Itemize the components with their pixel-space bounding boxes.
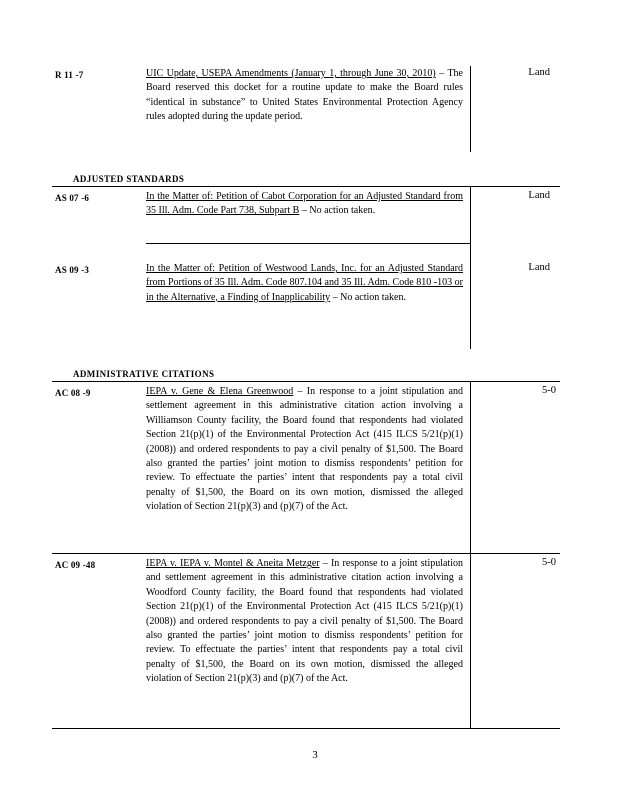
- docket-body: – In response to a joint stipulation and settlement agreement in this administrative citation action involving a Williamson County facility, the Board found that respondents had violated Section 21(p)(1) of the Environmental Protection Act (415 ILCS 5/21(p)(1) (2008)) and ordered respondents to pay a civil penalty of $1,500. The Board also granted the parties’ joint motion to dismiss respondents’ petition for review. To effectuate the parties’ intent that respondents pay a total civil penalty of $1,500, the Board on its own motion, dismissed the alleged violation of Section 21(p)(3) and (p)(7) of the Act.: [146, 386, 463, 513]
- docket-id: AS 09 -3: [55, 265, 90, 275]
- docket-title: In the Matter of: Petition of Cabot Corporation for an Adjusted Standard from 35 Ill. Adm. Code Part 738, Subpart B: [146, 191, 463, 217]
- section-rule: [52, 186, 560, 187]
- column-divider: [470, 66, 471, 152]
- section-heading: ADJUSTED STANDARDS: [73, 174, 185, 184]
- docket-result: Land: [528, 67, 550, 78]
- page-number: 3: [312, 749, 318, 761]
- docket-title: IEPA v. IEPA v. Montel & Aneita Metzger: [146, 558, 320, 569]
- docket-body: – No action taken.: [330, 291, 406, 303]
- docket-body: – In response to a joint stipulation and settlement agreement in this administrative citation action involving a Woodford County facility, the Board found that respondents had violated Section 21(p)(1) of the Environmental Protection Act (415 ILCS 5/21(p)(1) (2008)) and ordered respondents to pay a civil penalty of $1,500. The Board also granted the parties’ joint motion to dismiss respondents’ petition for review. To effectuate the parties’ intent that respondents pay a total civil penalty of $1,500, the Board on its own motion, dismissed the alleged violation of Section 21(p)(3) and (p)(7) of the Act.: [146, 558, 463, 685]
- docket-result: Land: [528, 190, 550, 201]
- column-divider: [470, 382, 471, 729]
- column-divider: [470, 187, 471, 349]
- docket-description: [146, 67, 463, 125]
- section-heading: ADMINISTRATIVE CITATIONS: [73, 369, 215, 379]
- docket-title: IEPA v. Gene & Elena Greenwood: [146, 386, 294, 397]
- docket-description: [146, 190, 463, 219]
- entry-rule: [52, 553, 560, 554]
- docket-body: – No action taken.: [299, 205, 376, 217]
- docket-description: [146, 385, 463, 515]
- section-rule: [52, 381, 560, 382]
- docket-result: 5-0: [542, 385, 556, 396]
- docket-title: UIC Update, USEPA Amendments (January 1, through June 30, 2010): [146, 68, 436, 79]
- docket-id: AC 09 -48: [55, 560, 96, 570]
- docket-result: Land: [528, 262, 550, 273]
- docket-body: – The Board reserved this docket for a routine update to make the Board rules “identical in substance” to United States Environmental Protection Agency rules adopted during the update period.: [146, 68, 463, 123]
- docket-title: In the Matter of: Petition of Westwood Lands, Inc. for an Adjusted Standard from Portions of 35 Ill. Adm. Code 807.104 and 35 Ill. Adm. Code 810 -103 or in the Alternative, a Finding of Inapplicability: [146, 263, 463, 303]
- docket-id: AS 07 -6: [55, 193, 90, 203]
- table-bottom-rule: [52, 728, 560, 729]
- entry-rule: [146, 243, 471, 244]
- docket-result: 5-0: [542, 557, 556, 568]
- docket-id: AC 08 -9: [55, 388, 91, 398]
- docket-id: R 11 -7: [55, 70, 84, 80]
- docket-description: [146, 557, 463, 687]
- docket-description: [146, 262, 463, 305]
